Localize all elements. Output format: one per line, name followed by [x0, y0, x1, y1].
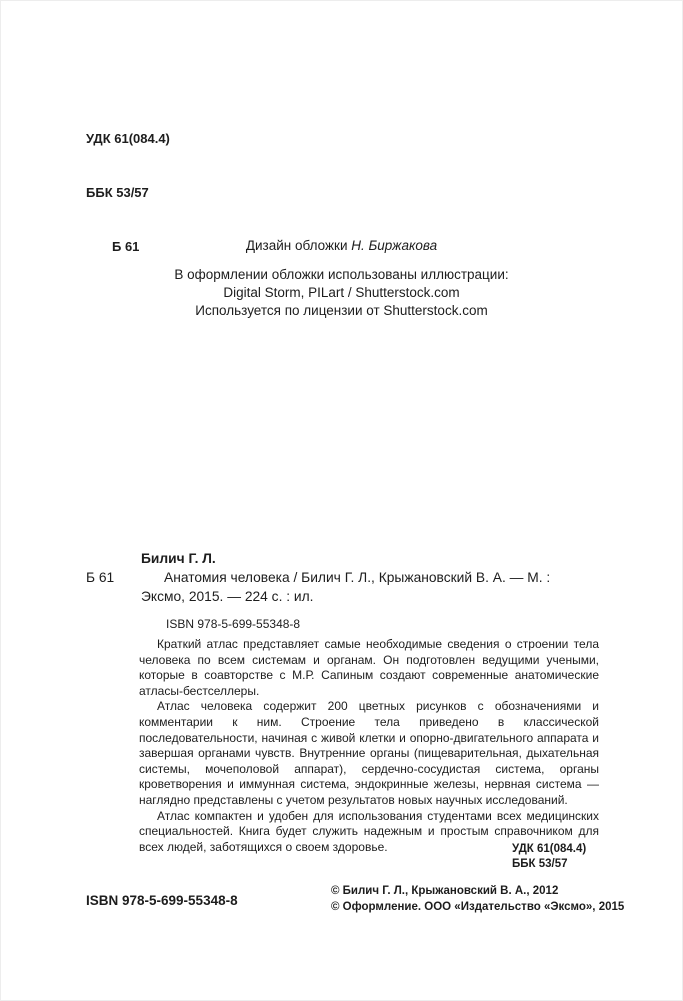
annotation-paragraph: Атлас человека содержит 200 цветных рисунков с обозначениями и комментарии к ним. Строение тела приведено в классической последовательности, начиная с живой клетки и опорно-двигательного аппарата и завершая органами чувств. Внутренние органы (пищеварительная, дыхательная системы, мочеполовой аппарат), сердечно-сосудистая система, органы кроветворения и иммунная система, эндокринные железы, нервная система — наглядно представлены с учетом результатов новых научных исследований. — [139, 699, 599, 807]
catalog-entry-line: Эксмо, 2015. — 224 с. : ил. — [141, 589, 314, 604]
annotation-block — [139, 637, 599, 855]
credit-line: В оформлении обложки использованы иллюстрации: — [174, 267, 509, 282]
udk-code-top: УДК 61(084.4) — [86, 131, 170, 146]
catalog-entry — [86, 549, 598, 634]
catalog-codes-top — [86, 94, 170, 292]
catalog-codes-bottom — [512, 842, 586, 871]
credit-line: Используется по лицензии от Shutterstock.com — [195, 303, 488, 318]
book-code: Б 61 — [86, 570, 115, 585]
udk-code-bottom: УДК 61(084.4) — [512, 843, 587, 855]
cover-designer-name: Н. Биржакова — [351, 238, 438, 253]
bbk-code-top: ББК 53/57 — [86, 185, 149, 200]
catalog-author: Билич Г. Л. — [141, 551, 216, 566]
annotation-paragraph: Атлас компактен и удобен для использования студентами всех медицинских специальностей. Книга будет служить надежным и простым справочником для всех людей, заботящихся о своем здоровье. — [139, 808, 599, 854]
book-code-top: Б 61 — [112, 239, 140, 254]
cover-design-label: Дизайн обложки — [245, 238, 352, 253]
catalog-entry-line: Анатомия человека / Билич Г. Л., Крыжановский В. А. — М. : — [164, 570, 551, 585]
copyright-block — [331, 884, 624, 915]
cover-design-credit — [1, 238, 682, 253]
isbn-catalog: ISBN 978-5-699-55348-8 — [166, 617, 301, 631]
copyright-line: © Билич Г. Л., Крыжановский В. А., 2012 — [331, 885, 559, 897]
cover-illustration-credits — [1, 266, 682, 320]
bbk-code-bottom: ББК 53/57 — [512, 857, 568, 870]
isbn-footer: ISBN 978-5-699-55348-8 — [86, 893, 238, 908]
annotation-paragraph: Краткий атлас представляет самые необходимые сведения о строении тела человека по всем системам и органам. Он подготовлен ведущими учеными, которые в соавторстве с М.Р. Сапиным создают современные анатомические атласы-бестселлеры. — [139, 637, 599, 698]
catalog-bibliographic-entry — [86, 568, 598, 606]
copyright-line: © Оформление. ООО «Издательство «Эксмо», 2015 — [331, 900, 625, 913]
credit-line: Digital Storm, PILart / Shutterstock.com — [223, 285, 460, 300]
